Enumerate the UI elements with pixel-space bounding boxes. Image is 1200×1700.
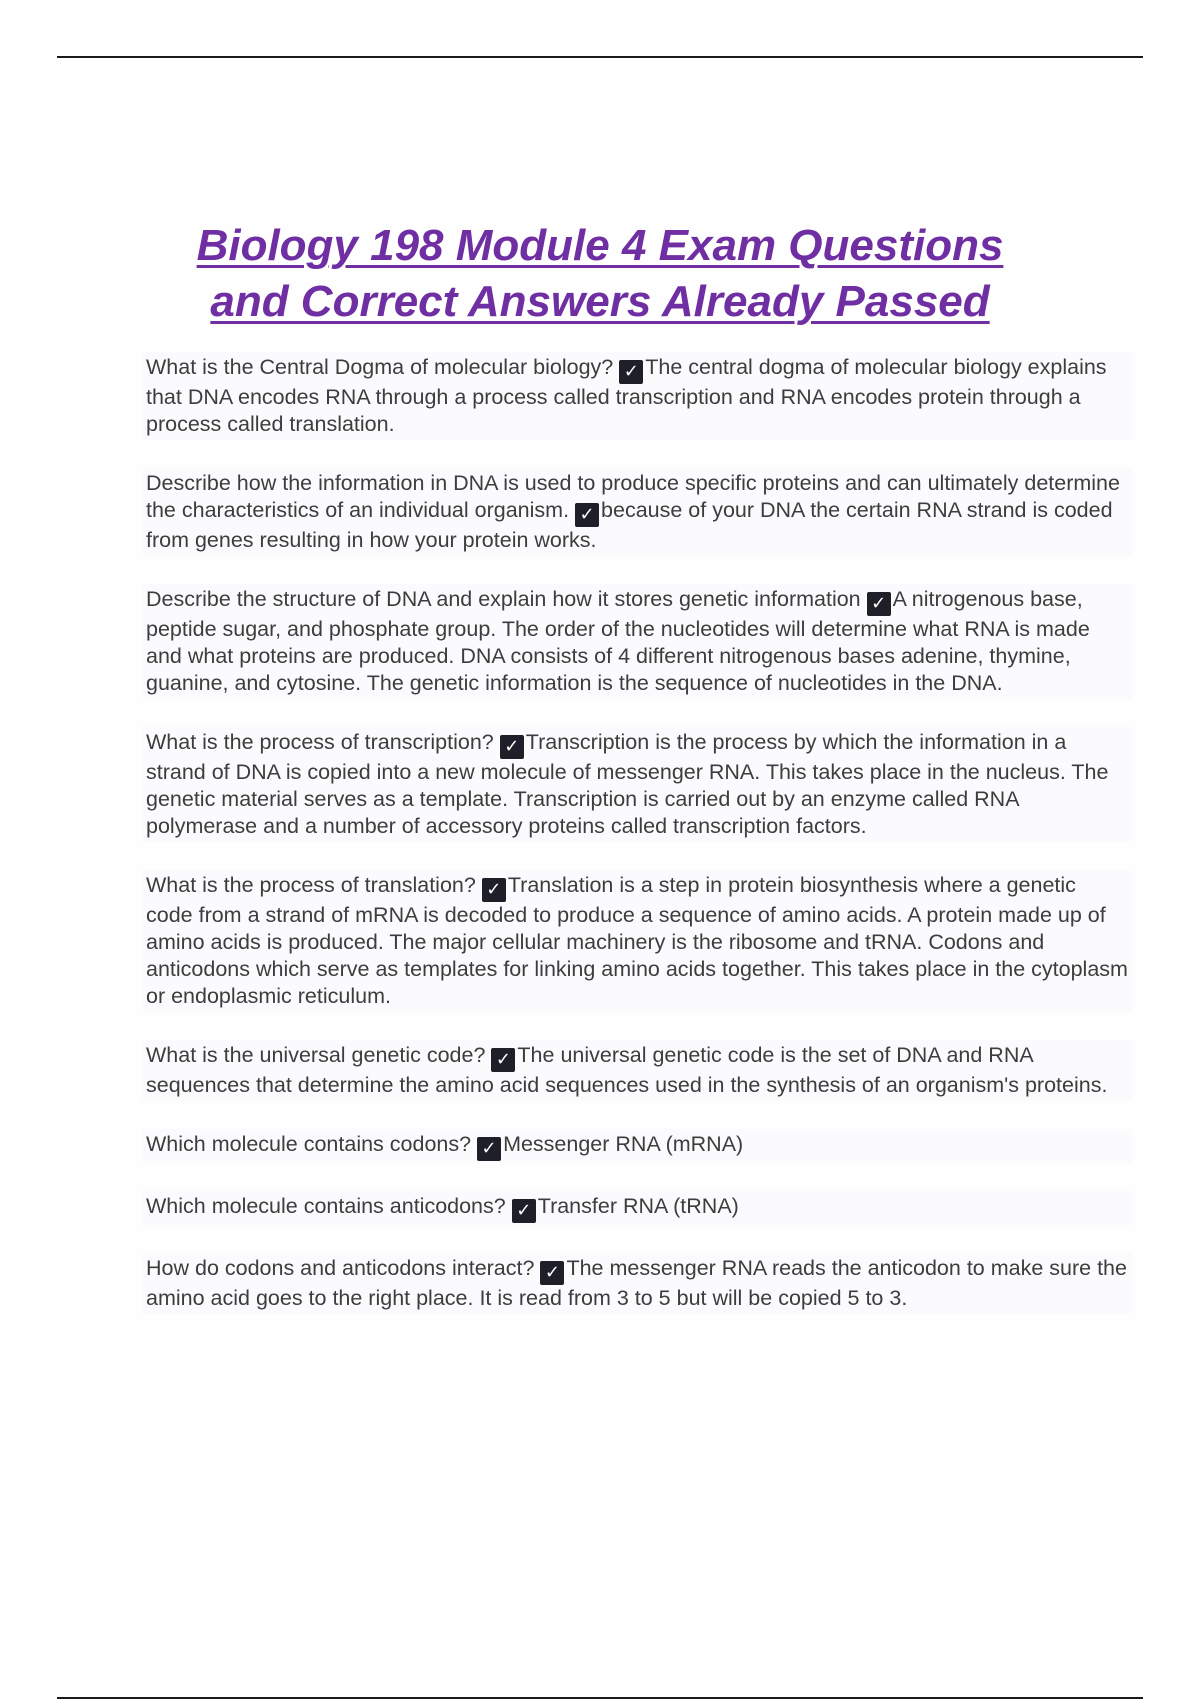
qa-item [142, 1191, 1132, 1225]
answer-text: Transcription is the process by which the information in a strand of DNA is copied into a new molecule of messenger RNA. This takes place in the nucleus. The genetic material serves as a template. Transcription is carried out by an enzyme called RNA polymerase and a number of accessory proteins called transcription factors. [146, 730, 1109, 838]
checkmark-icon: ✓ [500, 735, 524, 759]
answer-text: The central dogma of molecular biology explains that DNA encodes RNA through a process called transcription and RNA encodes protein through a process called translation. [146, 355, 1107, 436]
qa-list [142, 352, 1132, 1342]
answer-text: because of your DNA the certain RNA strand is coded from genes resulting in how your protein works. [146, 498, 1113, 552]
answer-text: A nitrogenous base, peptide sugar, and phosphate group. The order of the nucleotides will determine what RNA is made and what proteins are produced. DNA consists of 4 different nitrogenous bases adenine, thymine, guanine, and cytosine. The genetic information is the sequence of nucleotides in the DNA. [146, 587, 1090, 695]
title-line-1: Biology 198 Module 4 Exam Questions [196, 221, 1004, 270]
checkmark-icon: ✓ [482, 878, 506, 902]
checkmark-icon: ✓ [491, 1048, 515, 1072]
qa-item [142, 727, 1132, 842]
document-title [62, 218, 1138, 330]
qa-item [142, 584, 1132, 699]
qa-item [142, 1040, 1132, 1101]
checkmark-icon: ✓ [575, 503, 599, 527]
question-text: Describe how the information in DNA is used to produce specific proteins and can ultimately determine the characteristics of an individual organism. [146, 471, 1120, 522]
qa-item [142, 1253, 1132, 1314]
checkmark-icon: ✓ [477, 1137, 501, 1161]
question-text: What is the process of transcription? [146, 730, 494, 754]
qa-item [142, 352, 1132, 440]
checkmark-icon: ✓ [619, 360, 643, 384]
checkmark-icon: ✓ [512, 1199, 536, 1223]
question-text: Which molecule contains anticodons? [146, 1194, 506, 1218]
qa-item [142, 468, 1132, 556]
answer-text: Messenger RNA (mRNA) [503, 1132, 744, 1156]
top-rule [57, 56, 1143, 58]
question-text: Which molecule contains codons? [146, 1132, 472, 1156]
qa-item [142, 870, 1132, 1012]
checkmark-icon: ✓ [540, 1261, 564, 1285]
question-text: What is the Central Dogma of molecular biology? [146, 355, 614, 379]
document-page [62, 90, 1138, 1650]
checkmark-icon: ✓ [867, 592, 891, 616]
title-line-2: and Correct Answers Already Passed [210, 277, 990, 326]
answer-text: The messenger RNA reads the anticodon to make sure the amino acid goes to the right place. It is read from 3 to 5 but will be copied 5 to 3. [146, 1256, 1127, 1310]
answer-text: Translation is a step in protein biosynthesis where a genetic code from a strand of mRNA is decoded to produce a sequence of amino acids. A protein made up of amino acids is produced. The major cellular machinery is the ribosome and tRNA. Codons and anticodons which serve as templates for linking amino acids together. This takes place in the cytoplasm or endoplasmic reticulum. [146, 873, 1128, 1008]
question-text: Describe the structure of DNA and explain how it stores genetic information [146, 587, 861, 611]
question-text: What is the process of translation? [146, 873, 476, 897]
question-text: What is the universal genetic code? [146, 1043, 486, 1067]
qa-item [142, 1129, 1132, 1163]
answer-text: Transfer RNA (tRNA) [537, 1194, 739, 1218]
answer-text: The universal genetic code is the set of DNA and RNA sequences that determine the amino acid sequences used in the synthesis of an organism's proteins. [146, 1043, 1108, 1097]
question-text: How do codons and anticodons interact? [146, 1256, 535, 1280]
bottom-rule [57, 1697, 1143, 1699]
